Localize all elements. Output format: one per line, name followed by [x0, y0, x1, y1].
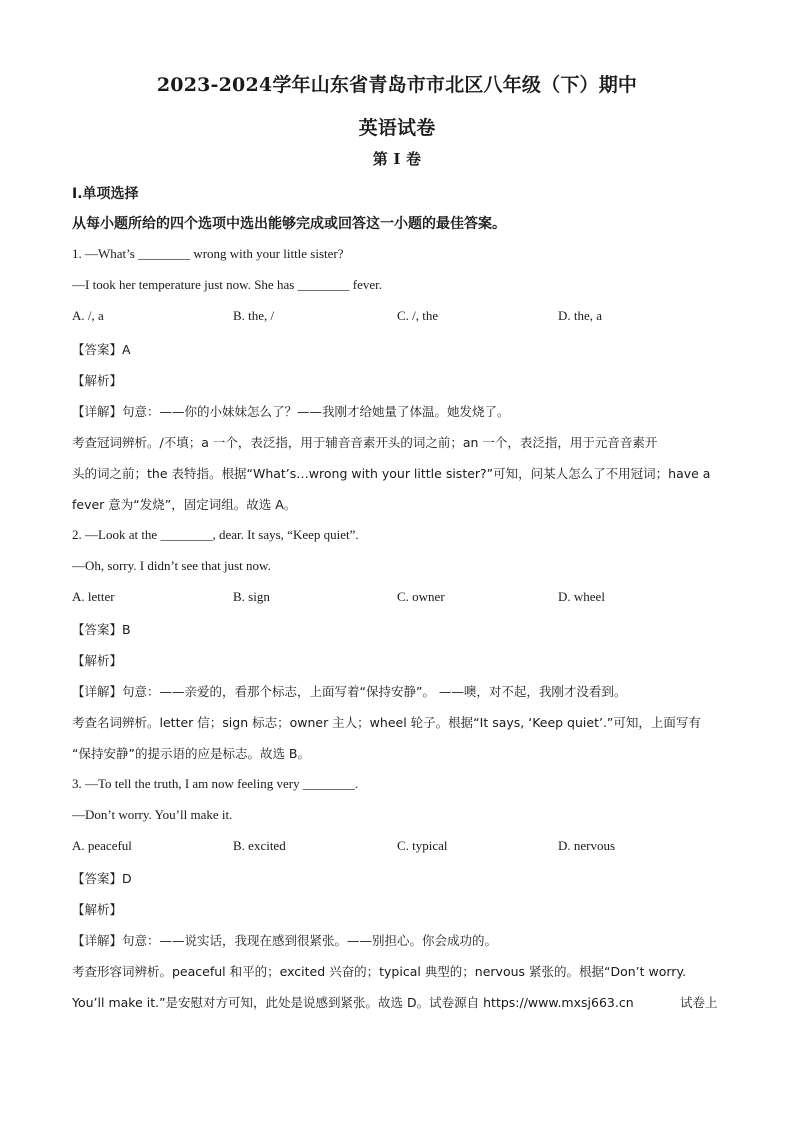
question-1-analysis-label: 【解析】: [72, 373, 123, 388]
section-instruction: 从每小题所给的四个选项中选出能够完成或回答这一小题的最佳答案。: [72, 216, 506, 232]
question-1-detail-3: 头的词之前；the 表特指。根据“What’s…wrong with your little sister?”可知，问某人怎么了不用冠词；have a: [72, 466, 711, 481]
question-2-detail-3: “保持安静”的提示语的应是标志。故选 B。: [72, 746, 311, 761]
question-1-line-2: —I took her temperature just now. She has ________ fever.: [72, 277, 383, 292]
exam-subtitle: 英语试卷: [358, 117, 436, 139]
volume-label: 第 I 卷: [372, 150, 422, 168]
question-2-option-b: B. sign: [233, 589, 270, 604]
question-1-detail-2: 考查冠词辨析。/不填；a 一个，表泛指，用于辅音音素开头的词之前；an 一个，表泛指，用于元音音素开: [72, 435, 658, 450]
question-2-line-2: —Oh, sorry. I didn’t see that just now.: [72, 558, 271, 573]
question-3-option-b: B. excited: [233, 838, 286, 853]
question-2-option-c: C. owner: [397, 589, 445, 604]
question-3-detail-1: 【详解】句意：——说实话，我现在感到很紧张。——别担心。你会成功的。: [72, 933, 498, 948]
question-1-detail-1: 【详解】句意：——你的小妹妹怎么了？——我刚才给她量了体温。她发烧了。: [72, 404, 510, 419]
question-3-option-d: D. nervous: [558, 838, 616, 853]
question-2-option-a: A. letter: [72, 589, 115, 604]
question-3-option-a: A. peaceful: [72, 838, 132, 853]
question-3-detail-2: 考查形容词辨析。peaceful 和平的；excited 兴奋的；typical 典型的；nervous 紧张的。根据“Don’t worry.: [72, 964, 687, 979]
question-3-option-c: C. typical: [397, 838, 448, 853]
section-heading: Ⅰ.单项选择: [72, 186, 139, 202]
question-2-detail-2: 考查名词辨析。letter 信；sign 标志；owner 主人；wheel 轮子。根据“It says, ‘Keep quiet’.”可知，上面写有: [72, 715, 701, 730]
question-1-answer: 【答案】A: [72, 342, 131, 357]
question-2-line-1: 2. —Look at the ________, dear. It says, “Keep quiet”.: [72, 527, 359, 542]
question-1-line-1: 1. —What’s ________ wrong with your little sister?: [72, 246, 344, 261]
question-3-detail-3: You’ll make it.”是安慰对方可知，此处是说感到紧张。故选 D。试卷源自 https://www.mxsj663.cn: [72, 995, 634, 1010]
exam-title: 2023-2024学年山东省青岛市市北区八年级（下）期中: [156, 74, 638, 96]
question-2-option-d: D. wheel: [558, 589, 605, 604]
question-3-answer: 【答案】D: [72, 871, 132, 886]
question-3-line-1: 3. —To tell the truth, I am now feeling very ________.: [72, 776, 359, 791]
question-2-detail-1: 【详解】句意：——亲爱的，看那个标志，上面写着“保持安静”。 ——噢，对不起，我刚才没看到。: [72, 684, 627, 699]
question-1-option-b: B. the, /: [233, 308, 275, 323]
question-1-detail-4: fever 意为“发烧”，固定词组。故选 A。: [72, 497, 297, 512]
question-3-line-2: —Don’t worry. You’ll make it.: [72, 807, 233, 822]
question-1-option-c: C. /, the: [397, 308, 439, 323]
question-2-analysis-label: 【解析】: [72, 653, 123, 668]
question-1-option-d: D. the, a: [558, 308, 603, 323]
footer-tail-text: 试卷上: [680, 995, 718, 1010]
question-3-analysis-label: 【解析】: [72, 902, 123, 917]
question-1-option-a: A. /, a: [72, 308, 104, 323]
question-2-answer: 【答案】B: [72, 622, 131, 637]
